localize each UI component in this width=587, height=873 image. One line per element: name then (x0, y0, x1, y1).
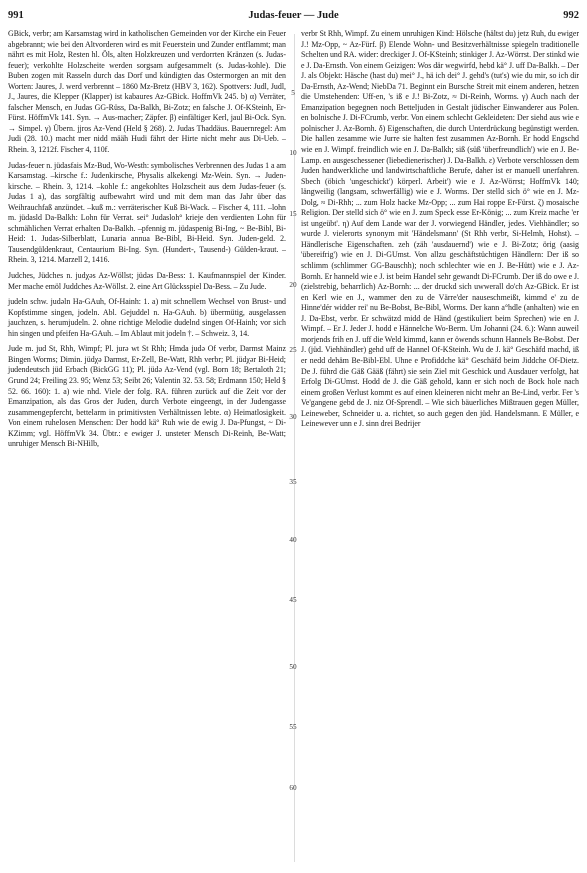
line-number: 60 (289, 784, 297, 792)
line-number: 40 (289, 536, 297, 544)
right-column (301, 29, 579, 435)
line-number: 5 (291, 89, 295, 97)
column-divider (294, 34, 295, 862)
line-number: 15 (289, 210, 297, 218)
line-number: 50 (289, 663, 297, 671)
line-number: 20 (289, 281, 297, 289)
entry-judches: Judches, Jüdches n. judχəs Az-Wöllst; jüdəs Da-Bess: 1. Kaufmannspiel der Kinder. Mer mache emöl Juddches Az-Wöllst. 2. eine Art Glücksspiel Da-Bess. – Zu Jude. (8, 271, 286, 291)
entry-judeln: judeln schw. judəln Ha-GAuh, Of-Hainh: 1. a) mit schnellem Wechsel von Brust- und Kopfstimme singen, jodeln. Abl. Gejuddel n. Ha-GAuh. b) übermütig, ausgelassen jauchzen, s. herumjudeln. 2. ohne richtige Melodie dudelnd singen Of-Hainh; vor sich hin singen und pfeifen Ha-GAuh. – Im Ablaut mit jodeln †. – Schweiz. 3, 14. (8, 297, 286, 338)
entry-jude-continued: verbr St Rhh, Wimpf. Zu einem unruhigen Kind: Hölsche (hältst du) jetz Ruh, du ewiger J.! Mz-Opp, ~ Az-Fürf. β) Elende Wohn- und Besitzverhältnisse spiegeln traditionelle Schelten und RA. wider: dreckiger J. Of-KSteinh; stinkiger J. Az-Wörrst. Der stinkd wie e J. Da-Ernsth. Von einem Geizigen: Wos där wegwirfd, hebd kä° J. uff Da-Balkh. – Der J. als Objekt: Häsche (hast du) mei° J., hä ich dei° J. gehd's (tut's) wie du mir, so ich dir Da-Ernsth, Az-Wend; NiebDa 71. Beginnt ein Bursche Streit mit einem anderen, hetzen die Umstehenden: Uff-en, 's iß e J.! Bi-Zotz, ≈ Di-Reinh, Worms. γ) Auch nach der Emanzipation begegnen noch Betteljuden in Gestalt jüdischer Einwanderer aus Polen. en bolnische J. Di-FCrumb, verbr. Von einem schlecht Gekleideten: Der siehd aus wie e polnischer J. Az-Bornh. δ) Eigenschaften, die durch Unterdrückung begünstigt werden. Die hallen zesamme wie Jurre sie halten fest zusammen Az-Bornh. Er hodd Engschd wie en J. Wimpf. freindlich wie en J. Da-Balkh; siß (süß 'überfreundlich') wie en J. Be-Lamp. en ausgeschessener (liebedienerischer) J. Da-Balkh. ε) Verbote verschlossen dem Juden handwerkliche und landwirtschaftliche Berufe, daher ist er manuell unerfahren. Sbech (öbich 'ungeschickt') körperl. Arbeit') wie e J. Az-Wörrst; HoffmVk 140; längweilig (langsam, schwerfällig) wie e J. Worms. Der stelld sich ö° wie en J. Mz-Dolg, ≈ Di-Rhh; ... zum Holz hacke Mz-Opp; ... zum Hai roppe Er-Fürst. ζ) mosaische Religion. Der stelld sich ö° wie en J. zum Speck esse Er-König; ... zum Kreiz mache 'er ist ungeübt'. η) Auf dem Lande war der J. vorwiegend Händler, jedes. Viehhändler; so wurde J. vielerorts synonym mit 'Händelsmann' (St Rhh verbr, Si-Helmh, Hohst). – Händlerische Eigenschaften. zeh (zäh 'ausdauernd') wie e J. Bi-Zotz; örig (aasig 'übereifrig') wie en J. Di-GUmst. Von allzu geschäftstüchtigen Händlern: Der iß so schlimm (schlimmer GG-Bauschh); noch schlechter wie en J. Be-Hütt) wie e J. Az-Bornh. Er hanneld wie e J. ist beim Handel sehr gewandt Di-FCrumb. Der iß do owe e J. (zielstrebig, beharrlich) Az-Bornh: ... der druckd sich uwwerall do'ch Az-GBick. Er ist en Kerl wie en J., wammer den zu de Värre'der nauseschmeißt, kimmd e' zu de Hinne'dér widder rei' nu Be-Bobst, Be-Bibl, Worms. Der kann a°hdle (anhalten) wie en J. Da-Ebst, verbr. Er schwätzd midd de Händ (gestikuliert beim Sprechen) wie en J. Wimpf. – Er J. Jeder J. hodd e Hännelche Wo-Berm. Um Johanni (24. 6.): Wann auweil morjends frih en J. uff die Weld kimmd, kann er öwends schunn Hannels Be-Bobst. Der J. (jüd. Viehhändler) gehd uff de Hannel Of-KSteinh. Wu de J. kä° Geschäfd machd, iß er nedd dehäm Be-Bibl-Ebl. Uhne e Profiddche kä° Geschäfd beim Jiddche Of-Dietz. De J. führd die Gäß Gääß (fährt) sie sein Ziel mit Geschick und Ausdauer verfolgt, hat Erfolg Di-GUmst. Hodd de J. die Gäß gehold, kann er sich noch de Bock hole nach einem großen Verlust kommt es auf einen kleineren nicht mehr an Be-Lind, verbr. Fer 's Ve'gangene gebd de J. niz Of-Sprendl. – Wie sich bäuerliches Mißtrauen gegen Müller, Leineweber, Schneider u. a. richtet, so auch gegen den jüd. Handelsmann. E Müller, e Leinewever unn e J. sinn drei Bedrijer (301, 29, 579, 429)
page-number-left: 991 (8, 10, 24, 21)
line-number: 25 (289, 346, 297, 354)
line-number: 10 (289, 149, 297, 157)
running-head: Judas-feuer — Jude (248, 10, 339, 21)
line-number: 35 (289, 478, 297, 486)
line-number: 55 (289, 723, 297, 731)
line-number: 30 (289, 413, 297, 421)
entry-jude: Jude m. jud St, Rhh, Wimpf; Pl. jurə wt St Rhh; Hmda judə Of verbr, Darmst Mainz Bingen Worms; Dimin. jüdχə Darmst, Er-Zell, Be-Watt, Rhh verbr; Pl. jüdχər Bi-Heid; judendeutsch jüd Erbach (BickGG 11); Pl. jüdə Az-Vend (vgl. Born 18; Bertaloth 21; Grund 24; Freiling 23. 95; Wenz 53; Seibt 26; Valentin 32. 53. 58; Erdmann 150; Held § 52. 66. 160): 1. a) wie nhd. Viele der folg. RA. führen zurück auf die Zeit vor der Emanzipation, als das Gros der Juden, durch Verbote eingeengt, in der Judengasse zusammengepfercht, bettelarm in primitivsten Verhältnissen lebte. α) Heimatlosigkeit. Von einem ruhelosen Menschen: Der hodd kä° Ruh wie de ewig J. Da-Pfungst, ~ Di-KZimm; vgl. HöffmVk 34. Übtr.: e ewiger J. unsteter Mensch Di-Reinh, Be-Watt; unruhiger Mensch Bi-NHilb, (8, 344, 286, 449)
left-column (8, 29, 286, 455)
entry-judas-continued: GBick, verbr; am Karsamstag wird in katholischen Gemeinden vor der Kirche ein Feuer abgebrannt; wie bei den Altvorderen wird es mit Feuerstein und Zunder entflammt; man nährt es mit Holz, Resten hl. Öls, alten Holzkreuzen und verdorrten Kränzen (s. Judas-feuer); verkohlte Holzscheite werden sorgsam aufgesammelt (s. Judas-kohle). Die Buben zogen mit Rasseln durch das Dorf und kündigten das Ostermorgen an mit den Worten: Jaures, J. werd verbrennt – 1860 Mz-Bretz (HBV 3, 162). Spottvers: Judl, Judl, J., Jaures, die Klepper (Klapper) ist kabaures Az-GBick. HoffmVk 245. b) α) Verräter, falscher Mensch, en Judas GG-Rüss, Da-Balkh, Bi-Zotz; en falsche J. Of-KSteinh, Er-Fürst. HöffmVk 141. Syn. → Aus-macher; Zäpfer. β) einfältiger Kerl, jaul Bi-Ock. Syn. → Simpel. γ) Übern. jjros Az-Vend (Held § 268). 2. Judas Thaddäus. Bauernregel: Am Judi (28. 10.) macht mer nidd määh Hudi fährt der Hirte nicht mehr aus Di-Ueb. – Rhein. 3, 1212f. Fischer 4, 110f. (8, 29, 286, 155)
page-number-right: 992 (563, 10, 579, 21)
line-number: 45 (289, 596, 297, 604)
entry-judas-feuer: Judas-feuer n. jüdasfais Mz-Bud, Wo-Westh: symbolisches Verbrennen des Judas 1 a am Karsamstag. –kirsche f.: Judenkirsche, Physalis alkekengi Mz-Wein. Syn. → Juden-kirsche. – Rhein. 3, 1214. –kohle f.: angekohltes Holzscheit aus dem Judas-feuer (s. Judas 1 a), das sorgfältig aufbewahrt wird und mit dem man das Jahr über das Weihrauchfaß anzündet. –kuß m.: verräterischer Kuß Bi-Wack. – Fischer 4, 111. –lohn m. jüdasld Da-Balkh: Lohn für Verrat. sei° Judasloh° krieje den verdienten Lohn für schmählichen Verrat erhalten Da-Balkh. –pfennig m. jüdaspenig Bi-Ing, ~ Be-Bibl, Bi-Heid: 1. Judas-Silberblatt, Lunaria annua Be-Bibl, Bi-Heid. Syn. Juden-geld. 2. Tausendgüldenkraut, Centaurium Bi-Ing. Syn. (Hundert-, Tausend-) Gülden-kraut. – Rhein. 3, 1214. Marzell 2, 1416. (8, 160, 286, 265)
